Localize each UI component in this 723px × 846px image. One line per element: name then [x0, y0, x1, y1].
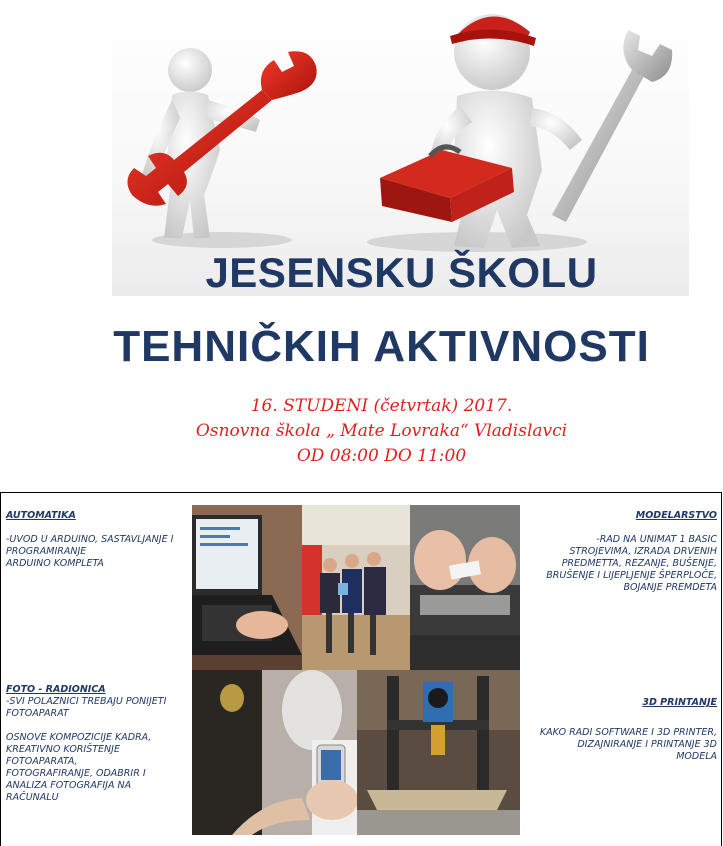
time-line: OD 08:00 DO 11:00	[296, 446, 467, 466]
printanje-heading: 3D PRINTANJE	[642, 697, 717, 708]
foto-text-2: FOTOAPARAT	[6, 708, 69, 719]
modelarstvo-text-3: PREDMETTA, REZANJE, BUŠENJE,	[561, 558, 717, 569]
photo-arduino-laptop	[192, 505, 302, 670]
automatika-text-3: ARDUINO KOMPLETA	[6, 558, 104, 569]
date-line: 16. STUDENI (četvrtak) 2017.	[250, 396, 513, 416]
modelarstvo-text-5: BOJANJE PREMDETA	[623, 582, 717, 593]
grey-wrench	[552, 30, 672, 222]
foto-text-5: FOTOAPARATA,	[6, 756, 78, 767]
photo-model-cutting	[410, 505, 520, 670]
modelarstvo-text-1: -RAD NA UNIMAT 1 BASIC	[596, 534, 717, 545]
section-automatika	[6, 510, 191, 570]
title-line-1: JESENSKU ŠKOLU	[205, 249, 598, 296]
modelarstvo-text-4: BRUŠENJE I LIJEPLJENJE ŠPERPLOČE,	[546, 570, 717, 581]
foto-text-6: FOTOGRAFIRANJE, ODABRIR I	[6, 768, 146, 779]
foto-text-8: RAČUNALU	[6, 792, 59, 803]
school-line: Osnovna škola „ Mate Lovraka“ Vladislavci	[195, 421, 568, 441]
foto-text-1: -SVI POLAZNICI TREBAJU PONIJETI	[6, 696, 167, 707]
printanje-text-2: DIZAJNIRANJE I PRINTANJE 3D	[577, 739, 717, 750]
printanje-text-1: KAKO RADI SOFTWARE I 3D PRINTER,	[539, 727, 717, 738]
red-wrench	[127, 51, 316, 205]
modelarstvo-heading: MODELARSTVO	[635, 510, 717, 521]
photo-camera-hands	[192, 670, 357, 835]
foto-heading: FOTO - RADIONICA	[6, 684, 106, 695]
foto-text-7: ANALIZA FOTOGRAFIJA NA	[6, 780, 132, 791]
automatika-text-1: -UVOD U ARDUINO, SASTAVLJANJE I	[6, 534, 174, 545]
automatika-text-2: PROGRAMIRANJE	[6, 546, 87, 557]
modelarstvo-text-2: STROJEVIMA, IZRADA DRVENIH	[569, 546, 717, 557]
section-modelarstvo	[522, 510, 717, 594]
section-foto	[6, 684, 192, 804]
section-3d-printanje	[522, 697, 717, 763]
photo-award-ceremony	[302, 505, 410, 670]
automatika-heading: AUTOMATIKA	[6, 510, 76, 521]
printanje-text-3: MODELA	[676, 751, 717, 762]
foto-text-4: KREATIVNO KORIŠTENJE	[6, 744, 120, 755]
photo-3d-printer	[357, 670, 520, 835]
foto-text-3: OSNOVE KOMPOZICIJE KADRA,	[6, 732, 152, 743]
title-line-2: TEHNIČKIH AKTIVNOSTI	[113, 322, 650, 371]
